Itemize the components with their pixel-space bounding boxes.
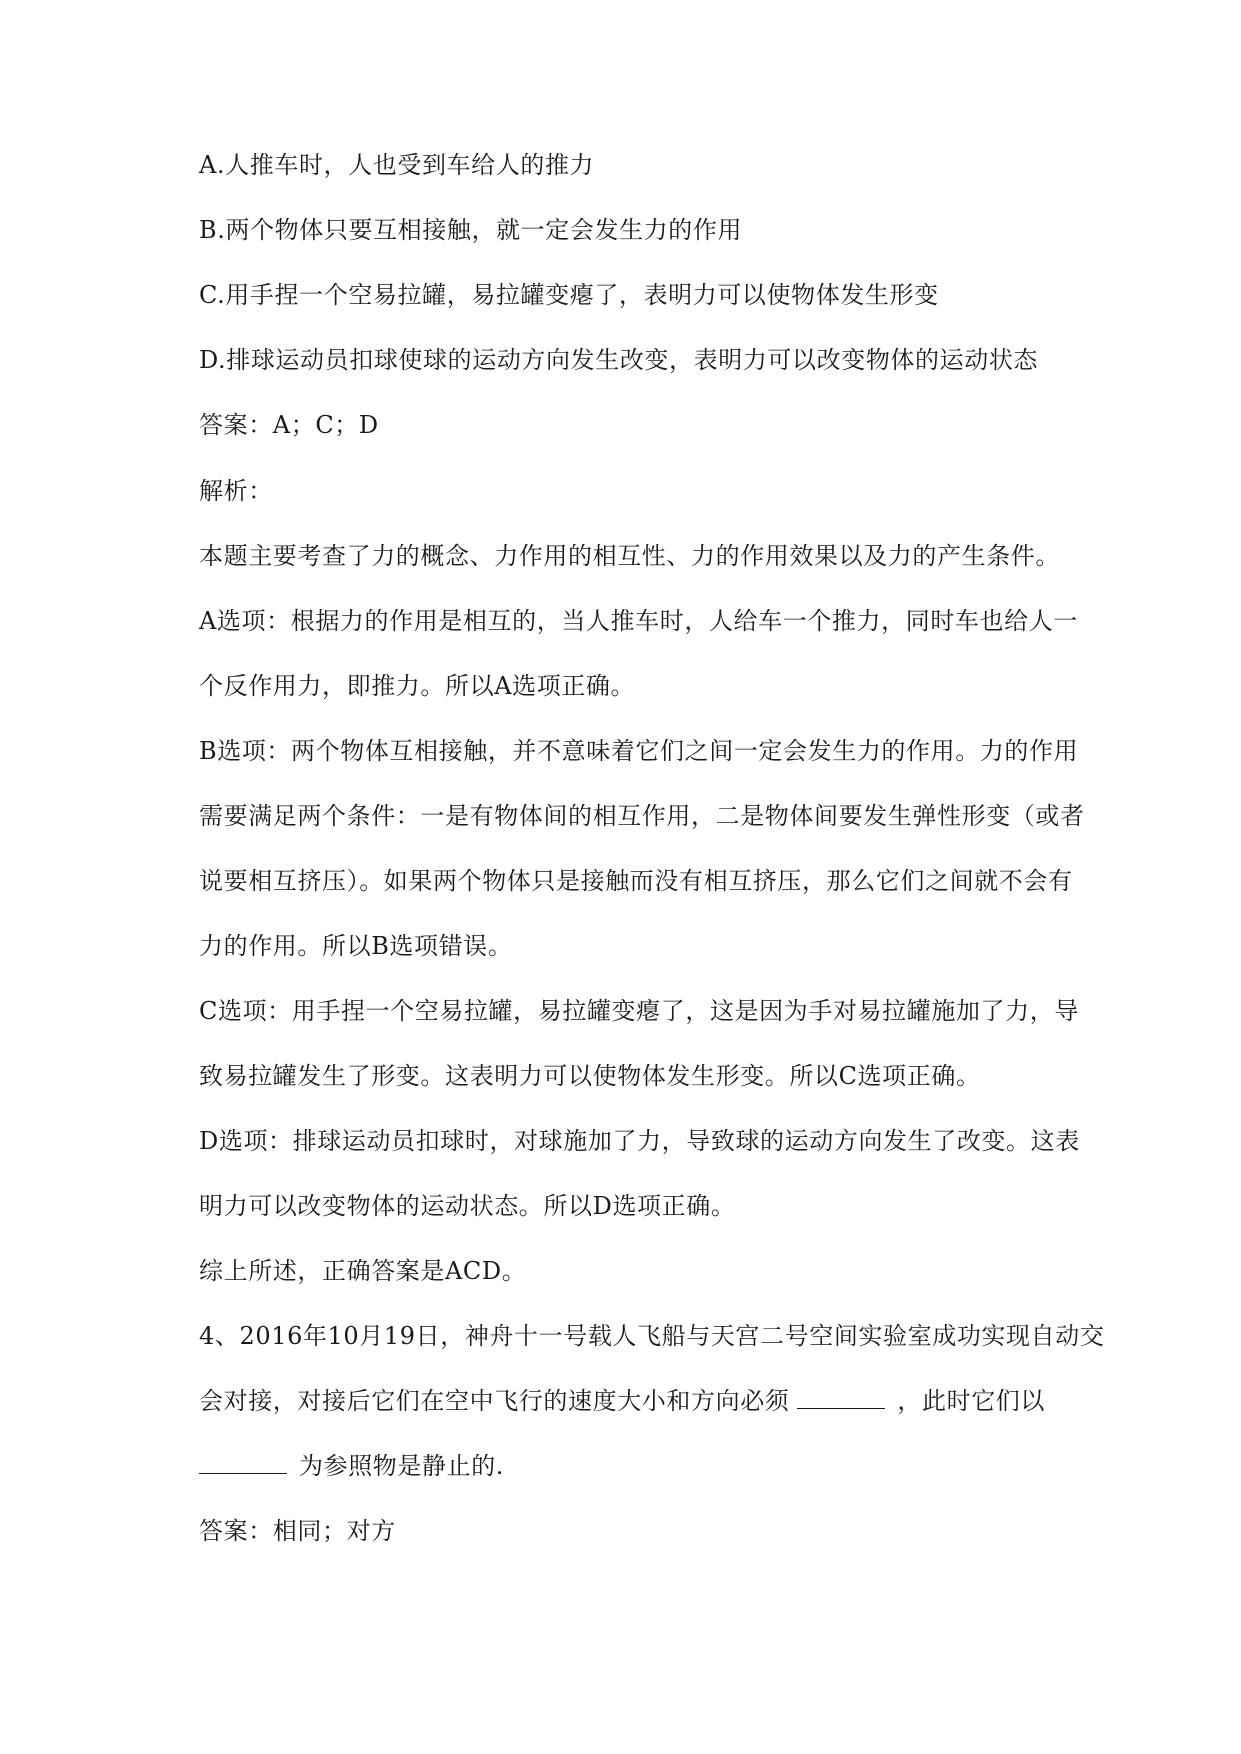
answer-blank-1: [797, 1386, 885, 1409]
option-d: D.排球运动员扣球使球的运动方向发生改变，表明力可以改变物体的运动状态: [199, 346, 1039, 374]
question-4-line-3: [199, 1450, 504, 1482]
analysis-a-line-1: A选项：根据力的作用是相互的，当人推车时，人给车一个推力，同时车也给人一: [199, 607, 1078, 635]
analysis-b-line-2: 需要满足两个条件：一是有物体间的相互作用，二是物体间要发生弹性形变（或者: [199, 802, 1085, 830]
analysis-d-line-1: D选项：排球运动员扣球时，对球施加了力，导致球的运动方向发生了改变。这表: [199, 1127, 1080, 1155]
analysis-b-line-1: B选项：两个物体互相接触，并不意味着它们之间一定会发生力的作用。力的作用: [199, 737, 1079, 765]
analysis-d-line-2: 明力可以改变物体的运动状态。所以D选项正确。: [199, 1192, 736, 1220]
analysis-intro: 本题主要考查了力的概念、力作用的相互性、力的作用效果以及力的产生条件。: [199, 542, 1060, 570]
analysis-c-line-1: C选项：用手捏一个空易拉罐，易拉罐变瘪了，这是因为手对易拉罐施加了力，导: [199, 997, 1079, 1025]
question-4-line-2: [199, 1385, 1045, 1417]
answer-q4: 答案：相同；对方: [199, 1517, 396, 1545]
analysis-label: 解析：: [199, 477, 273, 505]
question-4-line-3-tail: 为参照物是静止的.: [299, 1452, 505, 1480]
analysis-b-line-4: 力的作用。所以B选项错误。: [199, 932, 513, 960]
answer-q3: 答案：A；C；D: [199, 411, 379, 439]
analysis-a-line-2: 个反作用力，即推力。所以A选项正确。: [199, 672, 636, 700]
conclusion: 综上所述，正确答案是ACD。: [199, 1257, 527, 1285]
answer-blank-2: [199, 1451, 287, 1474]
question-4-line-1: 4、2016年10月19日，神舟十一号载人飞船与天宫二号空间实验室成功实现自动交: [199, 1322, 1105, 1350]
question-4-line-2-tail: ，此时它们以: [897, 1387, 1046, 1415]
option-c: C.用手捏一个空易拉罐，易拉罐变瘪了，表明力可以使物体发生形变: [199, 281, 939, 309]
question-4-line-2-text: 会对接，对接后它们在空中飞行的速度大小和方向必须: [199, 1387, 790, 1415]
analysis-c-line-2: 致易拉罐发生了形变。这表明力可以使物体发生形变。所以C选项正确。: [199, 1062, 981, 1090]
analysis-b-line-3: 说要相互挤压）。如果两个物体只是接触而没有相互挤压，那么它们之间就不会有: [199, 867, 1073, 895]
option-b: B.两个物体只要互相接触，就一定会发生力的作用: [199, 216, 743, 244]
option-a: A.人推车时，人也受到车给人的推力: [199, 151, 595, 179]
